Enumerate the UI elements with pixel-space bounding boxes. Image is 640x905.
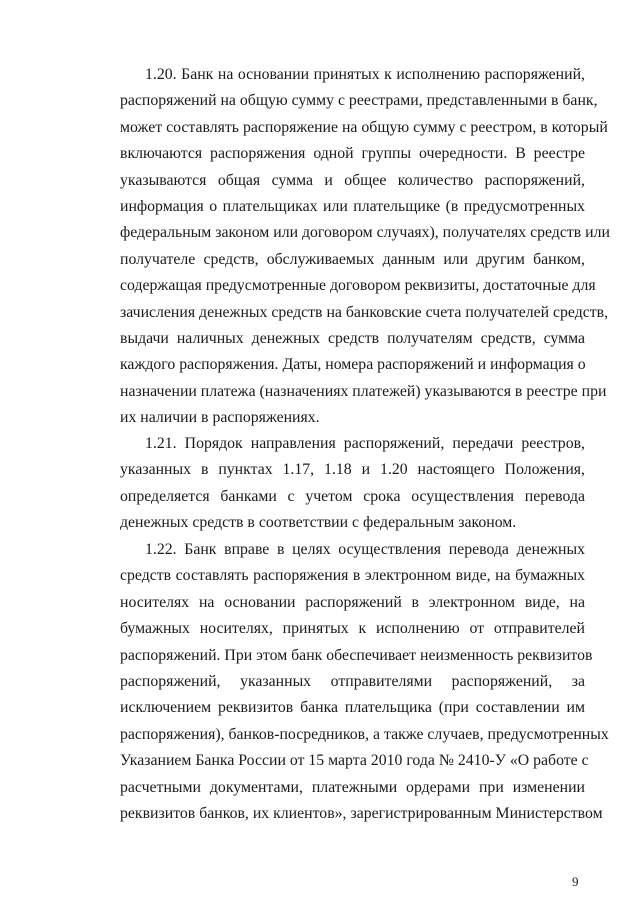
text-line: включаются распоряжения одной группы очередности. В реестре [120,145,585,163]
paragraph-1-21 [120,431,585,537]
text-line: бумажных носителях, принятых к исполнению от отправителей [120,620,585,638]
text-line: 1.22. Банк вправе в целях осуществления перевода денежных [145,541,585,558]
text-line: денежных средств в соответствии с федеральным законом. [120,514,517,532]
text-line: реквизитов банков, их клиентов», зарегистрированным Министерством [120,804,603,822]
text-line: 1.21. Порядок направления распоряжений, передачи реестров, [145,435,585,452]
text-line: 1.20. Банк на основании принятых к исполнению распоряжений, [145,66,585,83]
text-line: выдачи наличных денежных средств получателям средств, сумма [120,329,585,347]
text-line: указанных в пунктах 1.17, 1.18 и 1.20 настоящего Положения, [120,461,585,479]
text-line: зачисления денежных средств на банковские счета получателей средств, [120,303,609,321]
text-line: распоряжений на общую сумму с реестрами, представленными в банк, [120,92,598,110]
text-line: Указанием Банка России от 15 марта 2010 года № 2410-У «О работе с [120,752,589,770]
text-line: федеральным законом или договором случаях), получателях средств или [120,224,610,242]
page-number: 9 [572,874,579,889]
text-line: назначении платежа (назначениях платежей) указываются в реестре при [120,382,607,400]
text-line: носителях на основании распоряжений в электронном виде, на [120,593,585,611]
text-line: определяется банками с учетом срока осуществления перевода [120,487,585,505]
text-line: средств составлять распоряжения в электронном виде, на бумажных [120,567,585,585]
text-line: указываются общая сумма и общее количество распоряжений, [120,171,585,189]
paragraph-1-22 [120,537,609,827]
text-line: информация о плательщиках или плательщике (в предусмотренных [120,197,585,215]
text-line: их наличии в распоряжениях. [120,409,320,427]
text-line: распоряжений. При этом банк обеспечивает неизменность реквизитов [120,646,593,664]
text-line: расчетными документами, платежными ордерами при изменении [120,778,585,796]
text-line: распоряжений, указанных отправителями распоряжений, за [120,672,585,690]
text-line: содержащая предусмотренные договором реквизиты, достаточные для [120,277,596,295]
text-line: распоряжения), банков-посредников, а также случаев, предусмотренных [120,725,609,743]
text-line: получателе средств, обслуживаемых данным или другим банком, [120,250,585,268]
text-line: исключением реквизитов банка плательщика (при составлении им [120,699,585,717]
text-line: может составлять распоряжение на общую сумму с реестром, в который [120,118,608,136]
paragraph-1-20 [120,62,610,431]
text-line: каждого распоряжения. Даты, номера распоряжений и информация о [120,356,586,374]
